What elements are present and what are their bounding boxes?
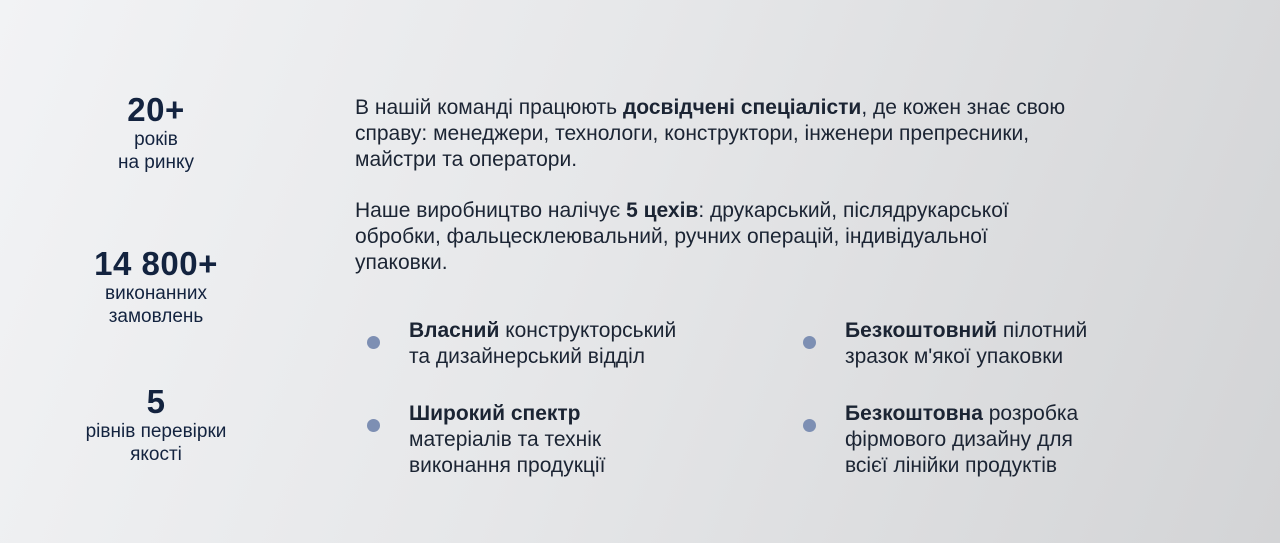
feature-line: та дизайнерський відділ: [409, 345, 646, 368]
paragraph-line: майстри та оператори.: [355, 148, 578, 171]
intro-paragraph-team: [355, 95, 1195, 173]
stat-label-line: виконанних: [105, 283, 207, 304]
text-span: : друкарський, післядрукарської: [698, 199, 1009, 222]
stat-label-line: на ринку: [117, 152, 195, 173]
feature-line: [845, 401, 1078, 427]
text-span: пілотний: [997, 319, 1088, 342]
stat-value: 5: [146, 383, 166, 420]
feature-line: [409, 318, 676, 344]
stat-value: 20+: [127, 91, 185, 128]
stat-label-line: рівнів перевірки: [85, 421, 227, 442]
bullet-dot-icon: [367, 336, 380, 349]
bold-text: Безкоштовна: [845, 402, 983, 425]
paragraph-line: упаковки.: [355, 251, 448, 274]
feature-free-brand-design: [845, 401, 1078, 479]
bullet-dot-icon: [803, 336, 816, 349]
stat-orders: [56, 246, 256, 328]
bold-text: Широкий спектр: [409, 402, 581, 425]
bullet-dot-icon: [803, 419, 816, 432]
feature-line: зразок м'якої упаковки: [845, 345, 1064, 368]
text-span: конструкторський: [499, 319, 677, 342]
bold-text: Безкоштовний: [845, 319, 998, 342]
bold-text: Власний: [409, 319, 500, 342]
feature-line: [409, 401, 605, 427]
stat-value: 14 800+: [94, 245, 218, 282]
bold-text: досвідчені спеціалісти: [622, 96, 862, 119]
stat-quality-levels: [56, 384, 256, 466]
paragraph-line: [355, 198, 1195, 224]
feature-line: [845, 318, 1087, 344]
text-span: розробка: [982, 402, 1079, 425]
stat-years: [56, 92, 256, 174]
paragraph-line: справу: менеджери, технологи, конструктори, інженери препресники,: [355, 122, 1030, 145]
feature-design-department: [409, 318, 676, 370]
stat-label-line: якості: [130, 444, 182, 465]
text-span: Наше виробництво налічує: [355, 199, 627, 222]
feature-free-sample: [845, 318, 1087, 370]
paragraph-line: обробки, фальцесклеювальний, ручних операцій, індивідуальної: [355, 225, 988, 248]
feature-line: матеріалів та технік: [409, 428, 602, 451]
feature-line: виконання продукції: [409, 454, 606, 477]
bullet-dot-icon: [367, 419, 380, 432]
text-span: , де кожен знає свою: [861, 96, 1066, 119]
feature-line: всієї лінійки продуктів: [845, 454, 1058, 477]
feature-materials-range: [409, 401, 605, 479]
text-span: В нашій команді працюють: [355, 96, 623, 119]
feature-line: фірмового дизайну для: [845, 428, 1073, 451]
intro-paragraph-production: [355, 198, 1195, 276]
stats-column: [56, 0, 256, 543]
stat-label-line: років: [134, 129, 178, 150]
stat-label-line: замовлень: [108, 306, 204, 327]
paragraph-line: [355, 95, 1195, 121]
bold-text: 5 цехів: [626, 199, 699, 222]
